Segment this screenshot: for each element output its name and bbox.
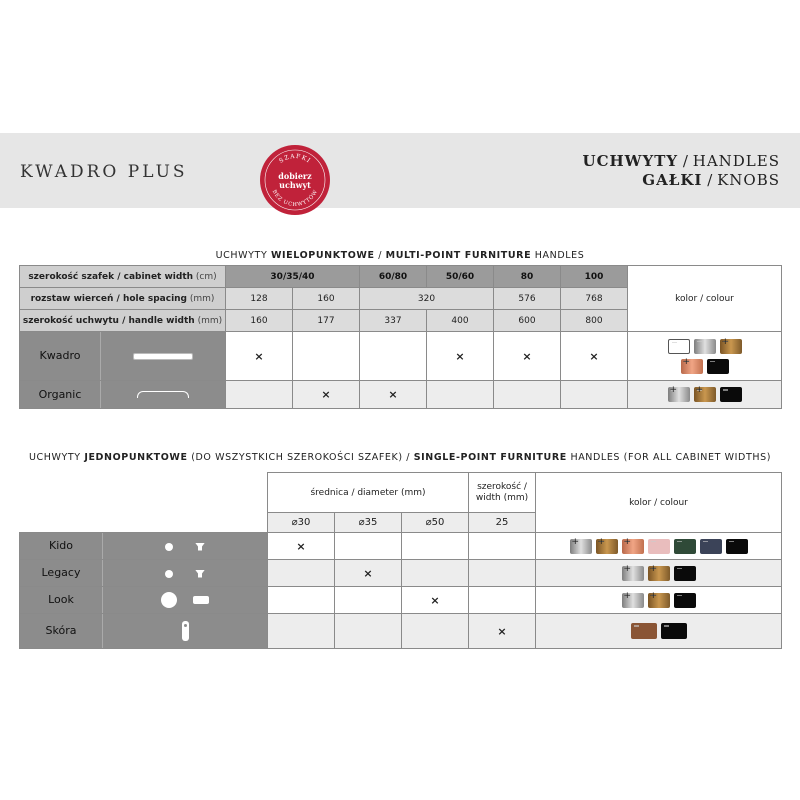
seal-logo [259, 144, 331, 216]
availability-mark [427, 381, 494, 409]
availability-mark [335, 587, 402, 614]
table-row [20, 587, 782, 614]
availability-mark [360, 332, 427, 381]
availability-mark [469, 533, 536, 560]
pink-swatch [648, 539, 670, 554]
black-swatch [661, 623, 687, 639]
table-row [20, 614, 782, 649]
multi-point-section-title: UCHWYTY WIELOPUNKTOWE / MULTI-POINT FURNITURE HANDLES [215, 250, 585, 261]
silver-swatch [622, 593, 644, 608]
cabinet-width-cell: 100 [561, 266, 628, 288]
silver-swatch [694, 339, 716, 354]
gold-swatch [720, 339, 742, 354]
navy-swatch [700, 539, 722, 554]
handle-width-cell: 177 [293, 310, 360, 332]
availability-mark: × [335, 560, 402, 587]
size-cell: ⌀30 [268, 513, 335, 533]
silver-swatch [668, 387, 690, 402]
black-swatch [707, 359, 729, 374]
green-swatch [674, 539, 696, 554]
hole-spacing-cell: 160 [293, 288, 360, 310]
availability-mark: × [469, 614, 536, 649]
black-swatch [720, 387, 742, 402]
availability-mark [402, 614, 469, 649]
colour-header: kolor / colour [628, 266, 782, 332]
availability-mark: × [402, 587, 469, 614]
availability-mark: × [226, 332, 293, 381]
table-row [20, 381, 782, 409]
copper-swatch [681, 359, 703, 374]
single-point-table [19, 472, 782, 649]
availability-mark [469, 560, 536, 587]
width-header: szerokość / width (mm) [469, 473, 536, 513]
product-name: Kido [20, 533, 103, 559]
product-name: Skóra [20, 614, 103, 648]
table-row [20, 332, 782, 381]
table-row [20, 533, 782, 560]
mushroom-knob-icon [195, 543, 205, 551]
single-point-section-title: UCHWYTY JEDNOPUNKTOWE (DO WSZYSTKICH SZEROKOŚCI SZAFEK) / SINGLE-POINT FURNITURE HANDLES (FOR ALL CABINET WIDTHS) [28, 452, 772, 463]
handle-width-cell: 600 [494, 310, 561, 332]
colour-swatches [536, 560, 782, 587]
cabinet-width-label: szerokość szafek / cabinet width (cm) [20, 266, 226, 288]
product-name: Look [20, 587, 103, 613]
cabinet-width-cell: 60/80 [360, 266, 427, 288]
diameter-header: średnica / diameter (mm) [268, 473, 469, 513]
colour-swatches [536, 587, 782, 614]
hourglass-knob-icon [195, 570, 205, 578]
silver-swatch [622, 566, 644, 581]
availability-mark [494, 381, 561, 409]
colour-swatches [536, 614, 782, 649]
product-name: Legacy [20, 560, 103, 586]
size-cell: ⌀35 [335, 513, 402, 533]
availability-mark [226, 381, 293, 409]
handle-width-cell: 337 [360, 310, 427, 332]
svg-text:BEZ UCHWYTÓW: BEZ UCHWYTÓW [270, 188, 320, 209]
brand-name: KWADRO PLUS [20, 162, 188, 182]
availability-mark: × [360, 381, 427, 409]
black-swatch [674, 593, 696, 608]
availability-mark: × [268, 533, 335, 560]
availability-mark [335, 533, 402, 560]
colour-swatches [628, 332, 782, 381]
availability-mark [402, 533, 469, 560]
colour-header: kolor / colour [536, 473, 782, 533]
black-swatch [674, 566, 696, 581]
black-swatch [726, 539, 748, 554]
availability-mark: × [494, 332, 561, 381]
handle-width-label: szerokość uchwytu / handle width (mm) [20, 310, 226, 332]
multi-point-table [19, 265, 782, 409]
gold-swatch [596, 539, 618, 554]
availability-mark [293, 332, 360, 381]
square-knob-icon [193, 596, 209, 604]
organic-handle-icon [137, 391, 189, 398]
hole-spacing-cell: 576 [494, 288, 561, 310]
availability-mark [402, 560, 469, 587]
table-row [20, 560, 782, 587]
svg-text:SZAFKI: SZAFKI [277, 152, 313, 165]
hole-spacing-label: rozstaw wierceń / hole spacing (mm) [20, 288, 226, 310]
silver-swatch [570, 539, 592, 554]
availability-mark: × [427, 332, 494, 381]
leather-tab-icon [182, 621, 189, 641]
availability-mark [268, 587, 335, 614]
availability-mark [268, 614, 335, 649]
handle-width-cell: 400 [427, 310, 494, 332]
availability-mark: × [293, 381, 360, 409]
round-knob-icon [165, 570, 173, 578]
page-title: UCHWYTY / HANDLES GAŁKI / KNOBS [582, 152, 780, 189]
availability-mark [268, 560, 335, 587]
product-name: Kwadro [20, 332, 101, 380]
copper-swatch [622, 539, 644, 554]
svg-text:uchwyt: uchwyt [279, 180, 311, 190]
handle-width-cell: 160 [226, 310, 293, 332]
cabinet-width-cell: 50/60 [427, 266, 494, 288]
leather-swatch [631, 623, 657, 639]
gold-swatch [648, 593, 670, 608]
availability-mark [469, 587, 536, 614]
cabinet-width-cell: 30/35/40 [226, 266, 360, 288]
svg-text:dobierz: dobierz [278, 171, 312, 181]
cabinet-width-cell: 80 [494, 266, 561, 288]
colour-swatches [628, 381, 782, 409]
product-name: Organic [20, 381, 101, 408]
round-knob-icon [161, 592, 177, 608]
availability-mark: × [561, 332, 628, 381]
gold-swatch [694, 387, 716, 402]
size-cell: ⌀50 [402, 513, 469, 533]
hole-spacing-cell: 320 [360, 288, 494, 310]
colour-swatches [536, 533, 782, 560]
white-swatch [668, 339, 690, 354]
kwadro-handle-icon [133, 353, 193, 360]
size-cell: 25 [469, 513, 536, 533]
handle-width-cell: 800 [561, 310, 628, 332]
hole-spacing-cell: 128 [226, 288, 293, 310]
hole-spacing-cell: 768 [561, 288, 628, 310]
availability-mark [335, 614, 402, 649]
round-knob-icon [165, 543, 173, 551]
availability-mark [561, 381, 628, 409]
gold-swatch [648, 566, 670, 581]
